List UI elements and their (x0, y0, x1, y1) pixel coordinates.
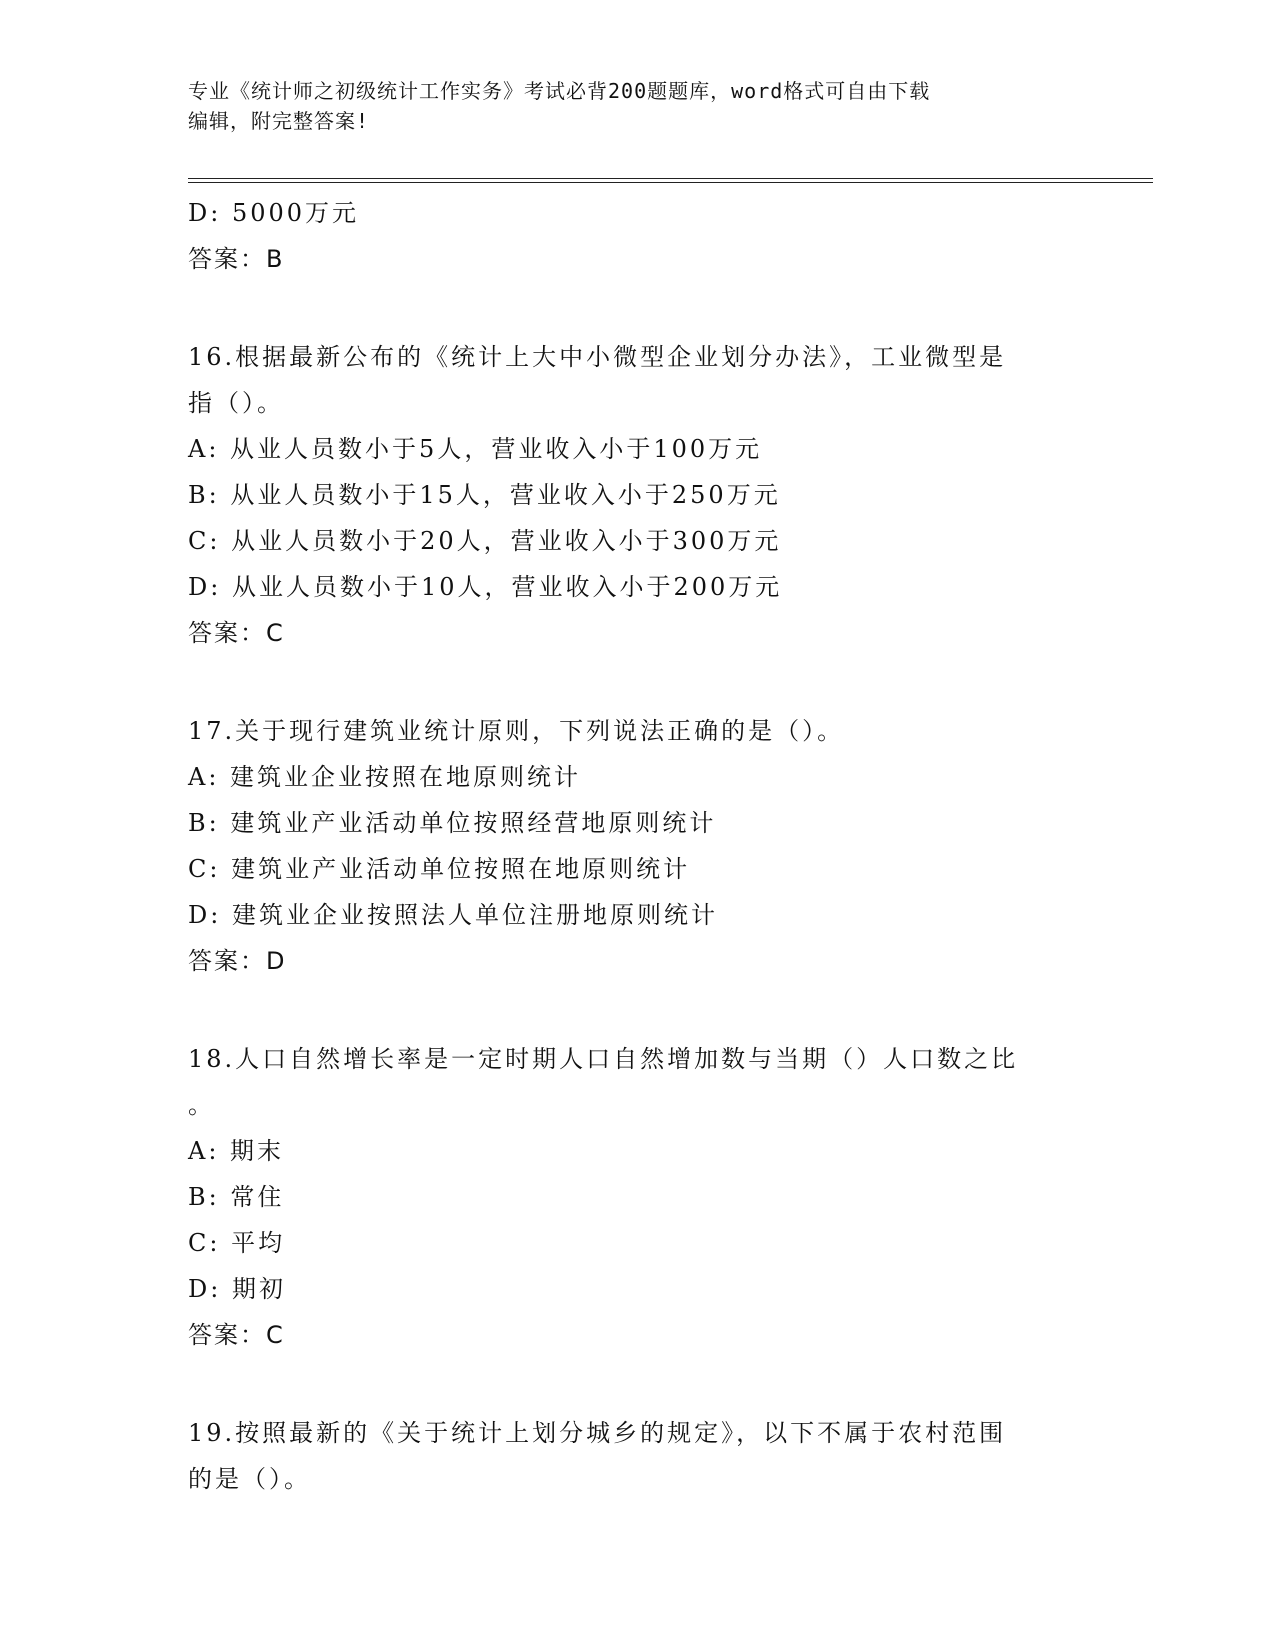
question-17 (188, 708, 1088, 984)
question-stem-cont: 。 (188, 1091, 215, 1119)
option-a: A: 期末 (188, 1137, 285, 1165)
question-16 (188, 334, 1088, 656)
option-c: C: 平均 (188, 1229, 286, 1257)
option-d: D: 期初 (188, 1275, 286, 1303)
option-b: B: 从业人员数小于15人，营业收入小于250万元 (188, 481, 781, 509)
header-divider-top (188, 178, 1153, 179)
header-divider-bottom (188, 182, 1153, 183)
question-stem: 16.根据最新公布的《统计上大中小微型企业划分办法》，工业微型是 (188, 343, 1007, 371)
question-15-tail (188, 190, 1088, 282)
question-stem: 19.按照最新的《关于统计上划分城乡的规定》，以下不属于农村范围 (188, 1419, 1007, 1447)
answer: 答案：B (188, 245, 285, 273)
question-stem: 18.人口自然增长率是一定时期人口自然增加数与当期（）人口数之比 (188, 1045, 1019, 1073)
option-b: B: 建筑业产业活动单位按照经营地原则统计 (188, 809, 717, 837)
option-d: D: 从业人员数小于10人，营业收入小于200万元 (188, 573, 783, 601)
question-list (188, 190, 1088, 1502)
question-18 (188, 1036, 1088, 1358)
header-line-2: 编辑，附完整答案! (188, 109, 370, 133)
option-a: A: 从业人员数小于5人，营业收入小于100万元 (188, 435, 763, 463)
question-stem-cont: 的是（）。 (188, 1465, 311, 1493)
option-b: B: 常住 (188, 1183, 285, 1211)
header-line-1: 专业《统计师之初级统计工作实务》考试必背200题题库，word格式可自由下载 (188, 79, 931, 103)
question-19 (188, 1410, 1088, 1502)
option-c: C: 建筑业产业活动单位按照在地原则统计 (188, 855, 691, 883)
option-a: A: 建筑业企业按照在地原则统计 (188, 763, 582, 791)
question-stem-cont: 指（）。 (188, 389, 284, 417)
option-d: D: 建筑业企业按照法人单位注册地原则统计 (188, 901, 718, 929)
question-stem: 17.关于现行建筑业统计原则，下列说法正确的是（）。 (188, 717, 845, 745)
option-d: D: 5000万元 (188, 199, 360, 227)
option-c: C: 从业人员数小于20人，营业收入小于300万元 (188, 527, 782, 555)
document-header (188, 76, 1088, 136)
answer: 答案：D (188, 947, 287, 975)
answer: 答案：C (188, 619, 285, 647)
answer: 答案：C (188, 1321, 285, 1349)
